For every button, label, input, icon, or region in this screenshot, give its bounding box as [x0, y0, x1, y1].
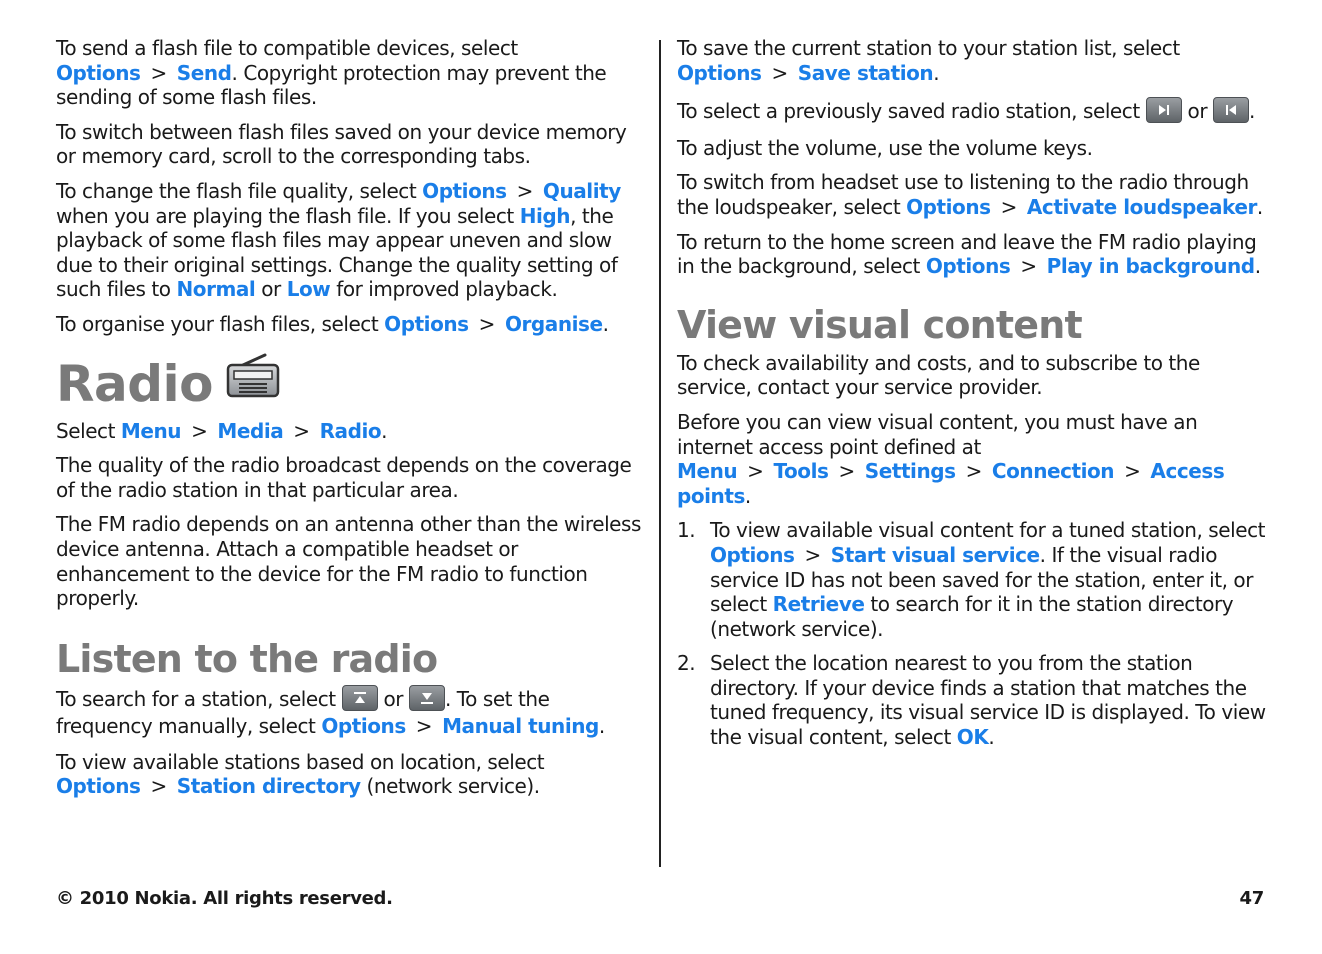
list-item: 2. Select the location nearest to you from the station directory. If your device finds a station that matches the tuned frequency, its visual service ID is displayed. To view the visual content, select OK.	[677, 651, 1266, 750]
link-options[interactable]: Options	[422, 178, 507, 203]
paragraph-availability: To check availability and costs, and to subscribe to the service, contact your service provider.	[677, 350, 1200, 400]
column-divider	[659, 40, 661, 867]
seek-up-icon[interactable]	[342, 685, 378, 711]
previous-station-icon[interactable]	[1213, 97, 1249, 123]
link-connection[interactable]: Connection	[991, 459, 1115, 484]
link-options[interactable]: Options	[710, 542, 795, 567]
link-send[interactable]: Send	[176, 60, 232, 85]
link-options[interactable]: Options	[321, 713, 406, 738]
next-station-icon[interactable]	[1146, 97, 1182, 123]
paragraph-background: To return to the home screen and leave the FM radio playing in the background, select Options > Play in background.	[677, 229, 1261, 279]
link-high[interactable]: High	[519, 203, 571, 228]
paragraph-station-directory: To view available stations based on location, select Options > Station directory (network service).	[56, 749, 545, 799]
paragraph-flash-quality: To change the flash file quality, select Options > Quality when you are playing the flash file. If you select High, the playback of some flash files may appear uneven and slow due to their original settings. Change the quality setting of such files to Normal or Low for improved playback.	[56, 178, 621, 302]
link-options[interactable]: Options	[677, 60, 762, 85]
left-column	[56, 36, 646, 809]
steps-list	[677, 518, 1267, 749]
footer-copyright: © 2010 Nokia. All rights reserved.	[56, 888, 393, 909]
link-menu[interactable]: Menu	[120, 418, 182, 443]
paragraph-volume: To adjust the volume, use the volume keys.	[677, 135, 1093, 160]
link-low[interactable]: Low	[286, 277, 331, 302]
link-quality[interactable]: Quality	[542, 178, 621, 203]
paragraph-search-station: To search for a station, select or . To set the frequency manually, select Options > Manual tuning.	[56, 686, 605, 738]
listen-heading: Listen to the radio	[56, 636, 438, 681]
link-options[interactable]: Options	[906, 194, 991, 219]
link-tools[interactable]: Tools	[773, 459, 829, 484]
paragraph-select-radio: Select Menu > Media > Radio.	[56, 418, 388, 443]
seek-down-icon[interactable]	[409, 685, 445, 711]
paragraph-switch-tabs: To switch between flash files saved on your device memory or memory card, scroll to the corresponding tabs.	[56, 119, 627, 169]
link-start-visual-service[interactable]: Start visual service	[830, 542, 1040, 567]
link-activate-loudspeaker[interactable]: Activate loudspeaker	[1026, 194, 1257, 219]
link-ok[interactable]: OK	[956, 725, 989, 750]
paragraph-access-point: Before you can view visual content, you must have an internet access point defined at Menu > Tools > Settings > Connection > Access points.	[677, 409, 1225, 508]
link-options[interactable]: Options	[384, 311, 469, 336]
paragraph-broadcast-quality: The quality of the radio broadcast depends on the coverage of the radio station in that particular area.	[56, 453, 632, 502]
link-radio[interactable]: Radio	[319, 418, 382, 443]
paragraph-antenna: The FM radio depends on an antenna other than the wireless device antenna. Attach a compatible headset or enhancement to the device for the FM radio to function properly.	[56, 512, 641, 611]
link-access-points[interactable]: Access points	[677, 459, 1225, 508]
link-menu[interactable]: Menu	[677, 459, 738, 484]
paragraph-organise: To organise your flash files, select Options > Organise.	[56, 311, 609, 336]
link-station-directory[interactable]: Station directory	[176, 774, 361, 799]
link-options[interactable]: Options	[925, 254, 1011, 279]
link-organise[interactable]: Organise	[504, 311, 603, 336]
link-options[interactable]: Options	[56, 774, 141, 799]
link-options[interactable]: Options	[56, 60, 141, 85]
visual-content-heading: View visual content	[677, 302, 1082, 347]
paragraph-loudspeaker: To switch from headset use to listening to the radio through the loudspeaker, select Options > Activate loudspeaker.	[677, 170, 1263, 219]
link-manual-tuning[interactable]: Manual tuning	[442, 713, 599, 738]
link-normal[interactable]: Normal	[176, 277, 256, 302]
paragraph-save-station: To save the current station to your station list, select Options > Save station.	[677, 36, 1180, 85]
paragraph-saved-station: To select a previously saved radio station, select or .	[677, 99, 1255, 124]
paragraph-send-flash: To send a flash file to compatible devices, select Options > Send. Copyright protection may prevent the sending of some flash files.	[56, 36, 607, 110]
link-media[interactable]: Media	[217, 418, 284, 443]
page-number: 47	[1239, 888, 1264, 909]
link-play-in-background[interactable]: Play in background	[1046, 254, 1255, 279]
link-save-station[interactable]: Save station	[797, 60, 934, 85]
link-settings[interactable]: Settings	[864, 459, 956, 484]
radio-heading: Radio	[56, 347, 646, 419]
link-retrieve[interactable]: Retrieve	[772, 592, 865, 617]
list-item: 1. To view available visual content for a tuned station, select Options > Start visual service. If the visual radio service ID has not been saved for the station, enter it, or select Retrieve to search for it in the station directory (network service).	[677, 518, 1266, 641]
radio-icon	[225, 347, 281, 417]
right-column	[677, 36, 1267, 760]
